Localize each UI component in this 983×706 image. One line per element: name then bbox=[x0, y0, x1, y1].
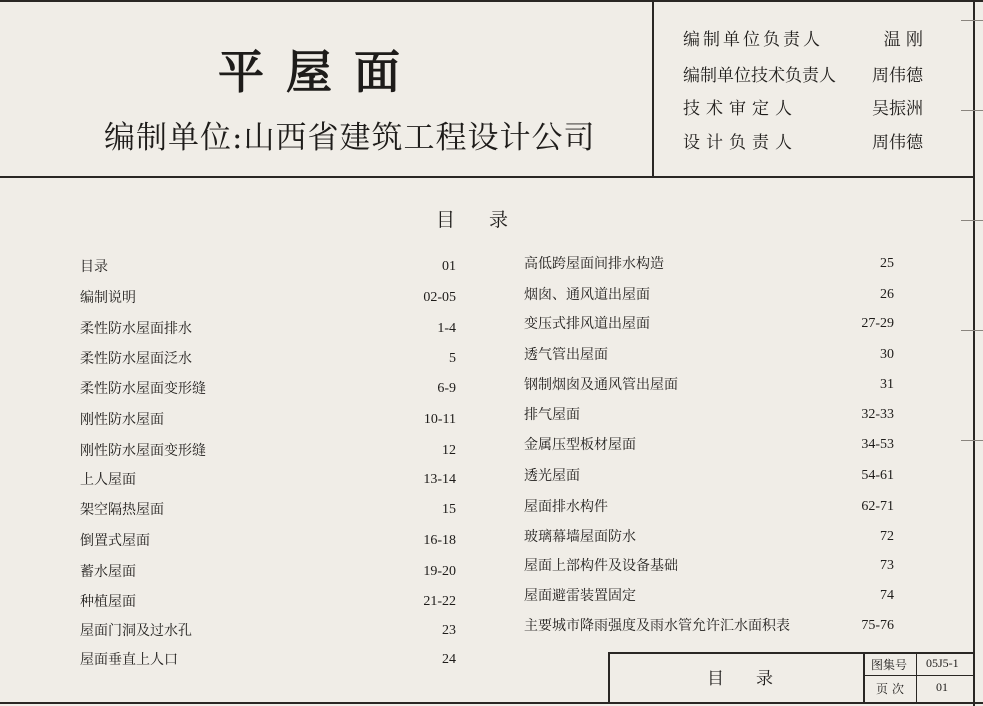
toc-item-title: 金属压型板材屋面 bbox=[524, 437, 636, 453]
toc-item-title: 透光屋面 bbox=[524, 468, 580, 484]
toc-item bbox=[80, 650, 456, 670]
toc-item-title: 柔性防水屋面泛水 bbox=[80, 351, 192, 367]
toc-item bbox=[524, 497, 894, 517]
staff-name: 吴振洲 bbox=[872, 99, 923, 119]
toc-item-title: 柔性防水屋面变形缝 bbox=[80, 381, 206, 397]
toc-item-page: 72 bbox=[880, 529, 894, 544]
toc-item-page: 31 bbox=[880, 377, 894, 392]
toc-item-page: 16-18 bbox=[423, 533, 456, 548]
toc-item bbox=[80, 410, 456, 430]
toc-item bbox=[80, 592, 456, 612]
toc-item-title: 玻璃幕墙屋面防水 bbox=[524, 529, 636, 545]
toc-item-title: 刚性防水屋面变形缝 bbox=[80, 443, 206, 459]
atlas-number-label: 图集号 bbox=[871, 658, 908, 672]
toc-item-title: 变压式排风道出屋面 bbox=[524, 316, 650, 332]
title-block-top-line bbox=[608, 652, 974, 654]
page-number-label: 页次 bbox=[876, 682, 909, 696]
toc-item-page: 74 bbox=[880, 588, 894, 603]
toc-item-page: 25 bbox=[880, 256, 894, 271]
toc-item-page: 24 bbox=[442, 652, 456, 667]
toc-item-page: 15 bbox=[442, 502, 456, 517]
staff-name: 周伟德 bbox=[872, 66, 923, 86]
toc-heading: 目录 bbox=[436, 209, 543, 231]
frame-bottom-border bbox=[0, 702, 983, 704]
toc-item-page: 13-14 bbox=[423, 472, 456, 487]
frame-right-border bbox=[973, 0, 975, 706]
toc-item-title: 烟囱、通风道出屋面 bbox=[524, 287, 650, 303]
title-block-divider bbox=[916, 652, 917, 704]
toc-item-title: 高低跨屋面间排水构造 bbox=[524, 256, 664, 272]
toc-item-title: 目录 bbox=[80, 259, 108, 275]
toc-item-title: 钢制烟囱及通风管出屋面 bbox=[524, 377, 678, 393]
toc-item-title: 透气管出屋面 bbox=[524, 347, 608, 363]
toc-item bbox=[80, 562, 456, 582]
staff-name: 温 刚 bbox=[883, 30, 923, 50]
toc-item bbox=[524, 616, 894, 636]
toc-item-title: 蓄水屋面 bbox=[80, 564, 136, 580]
toc-item bbox=[524, 314, 894, 334]
staff-role: 编制单位技术负责人 bbox=[683, 66, 836, 86]
toc-item-title: 排气屋面 bbox=[524, 407, 580, 423]
toc-item-page: 62-71 bbox=[861, 499, 894, 514]
toc-item-title: 倒置式屋面 bbox=[80, 533, 150, 549]
page-title: 平屋面 bbox=[218, 45, 422, 99]
toc-item-title: 屋面上部构件及设备基础 bbox=[524, 558, 678, 574]
toc-item-title: 主要城市降雨强度及雨水管允许汇水面积表 bbox=[524, 618, 790, 634]
title-block-left-line bbox=[608, 652, 610, 704]
toc-item bbox=[524, 527, 894, 547]
margin-tick bbox=[961, 110, 983, 111]
header-divider-line bbox=[0, 176, 975, 178]
toc-item-title: 屋面避雷装置固定 bbox=[524, 588, 636, 604]
toc-item-page: 21-22 bbox=[423, 594, 456, 609]
toc-item bbox=[80, 441, 456, 461]
page-number-value: 01 bbox=[936, 680, 948, 694]
toc-item bbox=[80, 531, 456, 551]
toc-item bbox=[80, 621, 456, 641]
staff-role: 设计负责人 bbox=[683, 133, 798, 153]
toc-item bbox=[80, 319, 456, 339]
toc-item-page: 5 bbox=[449, 351, 456, 366]
title-block-row-line bbox=[864, 675, 974, 676]
toc-item-page: 19-20 bbox=[423, 564, 456, 579]
toc-item-page: 10-11 bbox=[423, 412, 456, 427]
staff-role: 技术审定人 bbox=[683, 99, 798, 119]
atlas-number-value: 05J5-1 bbox=[926, 656, 959, 670]
toc-item bbox=[524, 285, 894, 305]
toc-item-page: 27-29 bbox=[861, 316, 894, 331]
organization-name: 编制单位:山西省建筑工程设计公司 bbox=[104, 120, 596, 156]
frame-top-border bbox=[0, 0, 983, 2]
toc-item-title: 编制说明 bbox=[80, 290, 136, 306]
staff-name: 周伟德 bbox=[872, 133, 923, 153]
toc-item-page: 6-9 bbox=[437, 381, 456, 396]
staff-role: 编制单位负责人 bbox=[683, 30, 823, 50]
margin-tick bbox=[961, 330, 983, 331]
toc-item-page: 34-53 bbox=[861, 437, 894, 452]
toc-item bbox=[80, 257, 456, 277]
toc-item-title: 种植屋面 bbox=[80, 594, 136, 610]
toc-item-page: 75-76 bbox=[861, 618, 894, 633]
toc-item-title: 刚性防水屋面 bbox=[80, 412, 164, 428]
toc-item-title: 屋面排水构件 bbox=[524, 499, 608, 515]
toc-item bbox=[524, 405, 894, 425]
toc-item bbox=[524, 345, 894, 365]
toc-item bbox=[524, 556, 894, 576]
margin-tick bbox=[961, 220, 983, 221]
margin-tick bbox=[961, 20, 983, 21]
staff-box-left-line bbox=[652, 0, 654, 177]
toc-item-title: 上人屋面 bbox=[80, 472, 136, 488]
toc-item-page: 02-05 bbox=[423, 290, 456, 305]
toc-item-page: 30 bbox=[880, 347, 894, 362]
toc-item bbox=[80, 500, 456, 520]
toc-item bbox=[524, 254, 894, 274]
title-block-divider bbox=[863, 652, 865, 704]
toc-item-title: 架空隔热屋面 bbox=[80, 502, 164, 518]
toc-item-title: 屋面门洞及过水孔 bbox=[80, 623, 192, 639]
toc-item-page: 32-33 bbox=[861, 407, 894, 422]
toc-item bbox=[524, 466, 894, 486]
title-block-name: 目录 bbox=[707, 669, 805, 689]
margin-tick bbox=[961, 440, 983, 441]
toc-item-page: 12 bbox=[442, 443, 456, 458]
toc-item-page: 54-61 bbox=[861, 468, 894, 483]
toc-item bbox=[80, 379, 456, 399]
toc-item bbox=[80, 288, 456, 308]
toc-item-page: 73 bbox=[880, 558, 894, 573]
toc-item bbox=[524, 375, 894, 395]
toc-item bbox=[524, 586, 894, 606]
toc-item-page: 26 bbox=[880, 287, 894, 302]
toc-item-page: 1-4 bbox=[437, 321, 456, 336]
toc-item-title: 柔性防水屋面排水 bbox=[80, 321, 192, 337]
toc-item-page: 01 bbox=[442, 259, 456, 274]
toc-item bbox=[80, 349, 456, 369]
toc-item-title: 屋面垂直上人口 bbox=[80, 652, 178, 668]
toc-item bbox=[80, 470, 456, 490]
toc-item-page: 23 bbox=[442, 623, 456, 638]
toc-item bbox=[524, 435, 894, 455]
